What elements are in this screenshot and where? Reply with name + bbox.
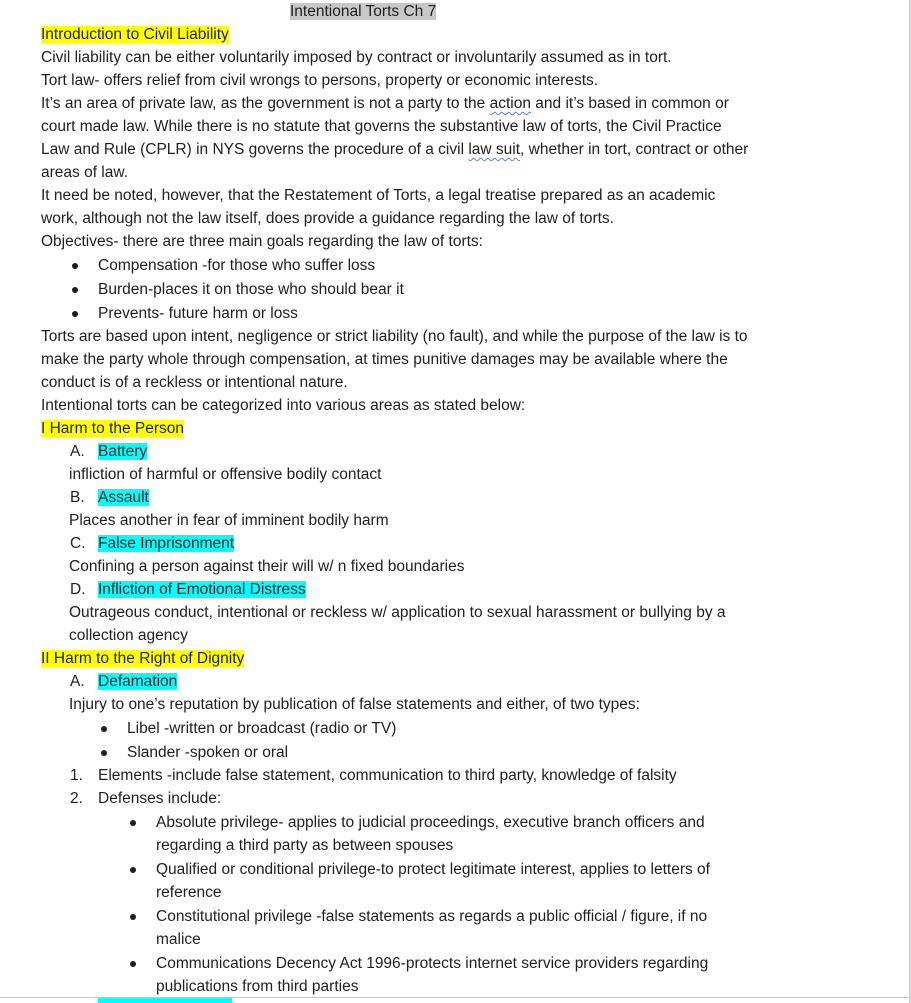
paragraph-line: Intentional torts can be categorized into various areas as stated below:	[41, 397, 526, 414]
bullet-icon	[130, 867, 136, 873]
bullet-icon	[130, 961, 136, 967]
defamation-type: Libel -written or broadcast (radio or TV)	[127, 720, 397, 737]
bullet-icon	[101, 750, 107, 756]
bullet-icon	[72, 263, 78, 269]
defense-line: Qualified or conditional privilege-to protect legitimate interest, applies to letters of	[156, 861, 710, 878]
tort-term-battery: Battery	[98, 443, 148, 460]
bullet-icon	[130, 820, 136, 826]
paragraph-line: Law and Rule (CPLR) in NYS governs the procedure of a civil law suit, whether in tort, contract or other	[41, 141, 749, 158]
paragraph-line: Tort law- offers relief from civil wrongs to persons, property or economic interests.	[41, 72, 599, 89]
defense-line: publications from third parties	[156, 978, 359, 995]
section2-heading: II Harm to the Right of Dignity	[41, 650, 245, 667]
defenses-item: Defenses include:	[98, 790, 222, 807]
defamation-type: Slander -spoken or oral	[127, 744, 289, 761]
bullet-icon	[101, 726, 107, 732]
bullet-icon	[72, 311, 78, 317]
tort-description: Outrageous conduct, intentional or reckless w/ application to sexual harassment or bullying by a	[69, 604, 726, 621]
paragraph-line: It need be noted, however, that the Restatement of Torts, a legal treatise prepared as an academic	[41, 187, 716, 204]
list-marker: A.	[70, 673, 85, 690]
document-title: Intentional Torts Ch 7	[290, 3, 437, 20]
defense-line: Absolute privilege- applies to judicial proceedings, executive branch officers and	[156, 814, 705, 831]
paragraph-line: make the party whole through compensation, at times punitive damages may be available where the	[41, 351, 728, 368]
paragraph-line: Torts are based upon intent, negligence or strict liability (no fault), and while the purpose of the law is to	[41, 328, 748, 345]
list-marker: D.	[70, 581, 86, 598]
tort-term-assault: Assault	[98, 489, 149, 506]
paragraph-line: work, although not the law itself, does provide a guidance regarding the law of torts.	[41, 210, 614, 227]
spellcheck-word-action[interactable]: action	[489, 95, 531, 112]
tort-term-emotional-distress: Infliction of Emotional Distress	[98, 581, 306, 598]
next-term-highlight-peek	[98, 998, 232, 1003]
paragraph-line: Civil liability can be either voluntarily imposed by contract or involuntarily assumed as in tort.	[41, 49, 672, 66]
spellcheck-word-law-suit[interactable]: law suit	[468, 141, 521, 158]
list-marker: A.	[70, 443, 85, 460]
paragraph-line: conduct is of a reckless or intentional nature.	[41, 374, 348, 391]
paragraph-line: It’s an area of private law, as the government is not a party to the action and it’s based in common or	[41, 95, 729, 112]
objectives-line: Objectives- there are three main goals regarding the law of torts:	[41, 233, 483, 250]
defense-line: Communications Decency Act 1996-protects internet service providers regarding	[156, 955, 709, 972]
tort-description: Injury to one’s reputation by publication of false statements and either, of two types:	[69, 696, 640, 713]
defense-line: regarding a third party as between spouses	[156, 837, 454, 854]
goal-item: Burden-places it on those who should bear it	[98, 281, 404, 298]
tort-description: Confining a person against their will w/ n fixed boundaries	[69, 558, 465, 575]
goal-item: Prevents- future harm or loss	[98, 305, 298, 322]
list-marker: C.	[70, 535, 86, 552]
list-marker: 1.	[70, 767, 83, 784]
defense-line: Constitutional privilege -false statements as regards a public official / figure, if no	[156, 908, 708, 925]
tort-description: infliction of harmful or offensive bodily contact	[69, 466, 382, 483]
tort-description: collection agency	[69, 627, 188, 644]
paragraph-line: areas of law.	[41, 164, 129, 181]
defense-line: malice	[156, 931, 201, 948]
elements-item: Elements -include false statement, communication to third party, knowledge of falsity	[98, 767, 677, 784]
bullet-icon	[72, 287, 78, 293]
tort-term-false-imprisonment: False Imprisonment	[98, 535, 235, 552]
goal-item: Compensation -for those who suffer loss	[98, 257, 376, 274]
bullet-icon	[130, 914, 136, 920]
tort-term-defamation: Defamation	[98, 673, 178, 690]
tort-description: Places another in fear of imminent bodily harm	[69, 512, 389, 529]
list-marker: B.	[70, 489, 85, 506]
paragraph-line: court made law. While there is no statute that governs the substantive law of torts, the Civil Practice	[41, 118, 722, 135]
defense-line: reference	[156, 884, 222, 901]
section1-heading: I Harm to the Person	[41, 420, 185, 437]
list-marker: 2.	[70, 790, 83, 807]
intro-heading: Introduction to Civil Liability	[41, 26, 229, 43]
